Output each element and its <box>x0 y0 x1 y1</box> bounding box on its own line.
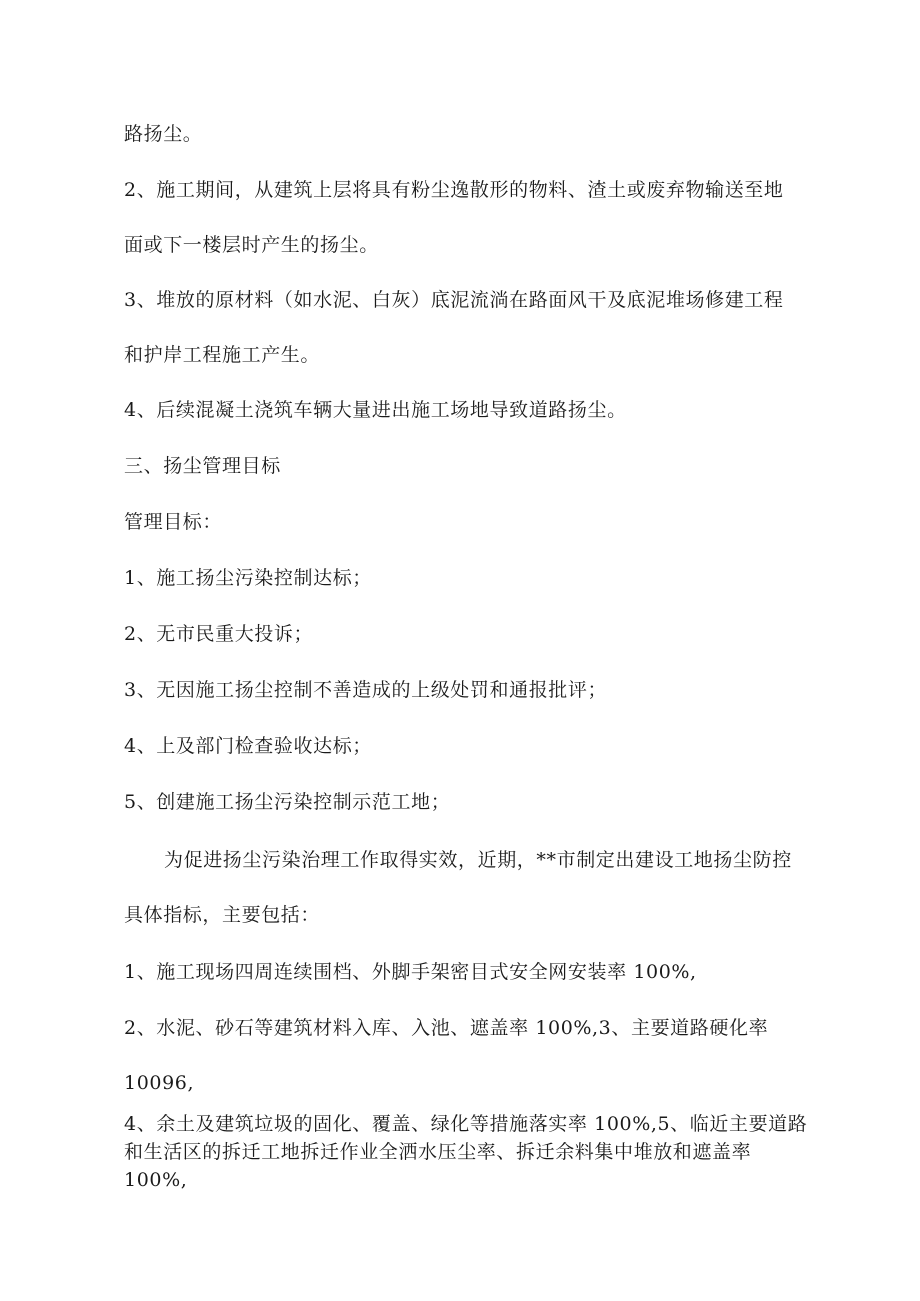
indicator-item-4-cont: 和生活区的拆迁工地拆迁作业全洒水压尘率、拆迁余料集中堆放和遮盖率 <box>124 1141 752 1163</box>
section-heading: 三、扬尘管理目标 <box>124 455 281 477</box>
paragraph-indicators-line-1: 为促进扬尘污染治理工作取得实效，近期，**市制定出建设工地扬尘防控 <box>164 849 792 871</box>
paragraph-line-2: 2、施工期间，从建筑上层将具有粉尘逸散形的物料、渣土或废弃物输送至地 <box>124 179 784 201</box>
goal-item-1: 1、施工扬尘污染控制达标； <box>124 567 372 589</box>
paragraph-line-1: 路扬尘。 <box>124 123 203 145</box>
goal-item-4: 4、上及部门检查验收达标； <box>124 735 372 757</box>
paragraph-line-5: 和护岸工程施工产生。 <box>124 344 321 366</box>
goal-item-5: 5、创建施工扬尘污染控制示范工地； <box>124 791 451 813</box>
indicator-item-4: 4、余土及建筑垃圾的固化、覆盖、绿化等措施落实率 100%,5、临近主要道路 <box>124 1113 808 1135</box>
indicator-item-1: 1、施工现场四周连续围档、外脚手架密目式安全网安装率 100%, <box>124 961 697 983</box>
paragraph-line-6: 4、后续混凝土浇筑车辆大量进出施工场地导致道路扬尘。 <box>124 399 627 421</box>
paragraph-line-4: 3、堆放的原材料（如水泥、白灰）底泥流淌在路面风干及底泥堆场修建工程 <box>124 289 784 311</box>
subheading-management-goals: 管理目标： <box>124 511 223 533</box>
paragraph-indicators-line-2: 具体指标，主要包括： <box>124 904 321 926</box>
goal-item-3: 3、无因施工扬尘控制不善造成的上级处罚和通报批评； <box>124 679 608 701</box>
goal-item-2: 2、无市民重大投诉； <box>124 623 314 645</box>
paragraph-line-3: 面或下一楼层时产生的扬尘。 <box>124 234 379 256</box>
indicator-item-4-cont-2: 100%, <box>124 1169 188 1191</box>
indicator-item-2: 2、水泥、砂石等建筑材料入库、入池、遮盖率 100%,3、主要道路硬化率 <box>124 1017 769 1039</box>
indicator-item-2-cont: 10096, <box>124 1072 195 1094</box>
